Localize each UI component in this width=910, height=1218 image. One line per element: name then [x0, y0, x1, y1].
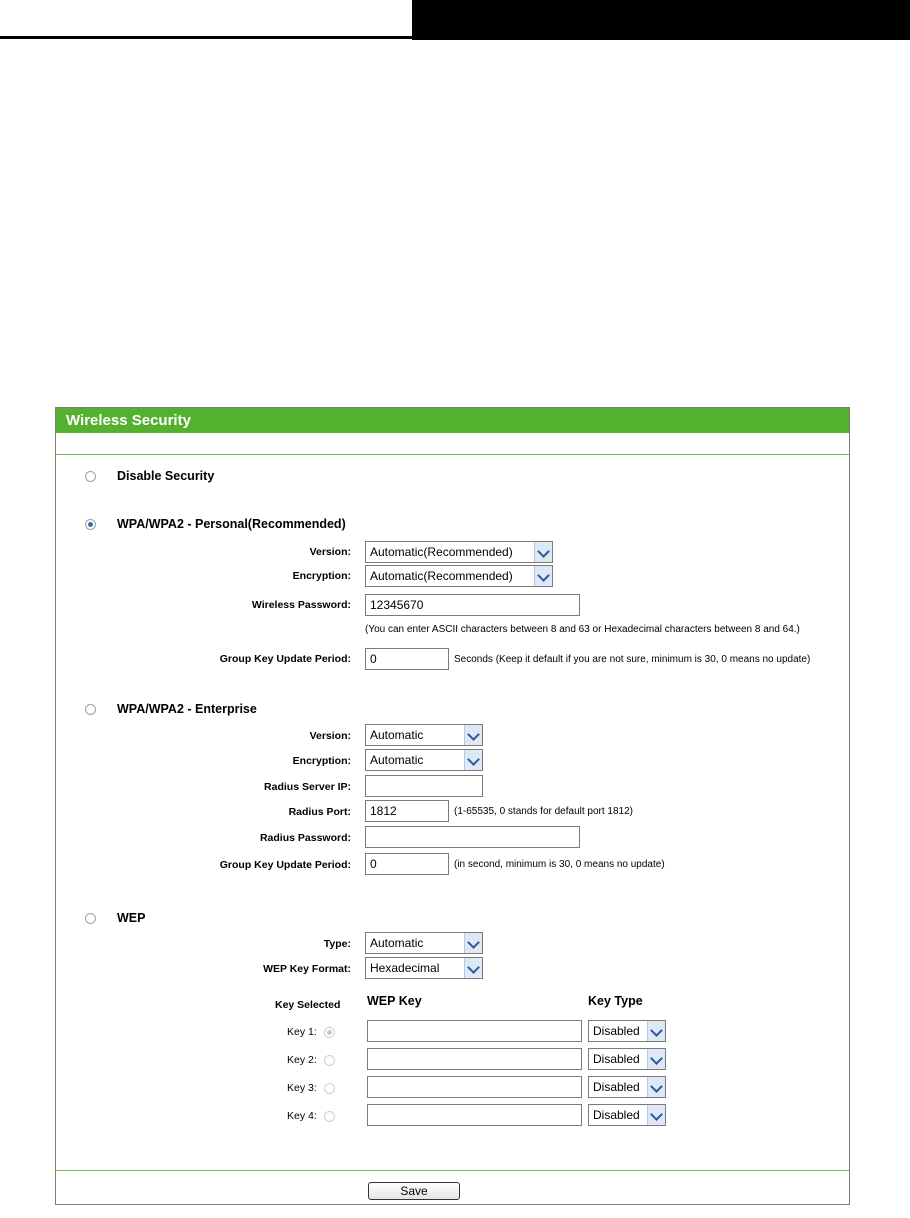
col-key-selected: Key Selected [275, 999, 341, 1011]
key3-input[interactable] [367, 1076, 582, 1098]
wpa-enterprise-gkup-input[interactable]: 0 [365, 853, 449, 875]
wpa-enterprise-encryption-label: Encryption: [292, 755, 351, 767]
wep-key-format-label: WEP Key Format: [263, 963, 351, 975]
key1-label: Key 1: [287, 1026, 317, 1038]
wpa-personal-label: WPA/WPA2 - Personal(Recommended) [117, 517, 346, 531]
key3-type-value: Disabled [593, 1080, 640, 1094]
key1-input[interactable] [367, 1020, 582, 1042]
save-button[interactable]: Save [368, 1182, 460, 1200]
wpa-enterprise-radio[interactable] [85, 704, 96, 715]
wireless-password-input[interactable]: 12345670 [365, 594, 580, 616]
wpa-enterprise-version-select[interactable] [365, 724, 483, 746]
top-divider [56, 454, 849, 455]
wpa-personal-version-select[interactable] [365, 541, 553, 563]
key4-label: Key 4: [287, 1110, 317, 1122]
key2-input[interactable] [367, 1048, 582, 1070]
key2-label: Key 2: [287, 1054, 317, 1066]
radius-port-input[interactable]: 1812 [365, 800, 449, 822]
key4-type-select[interactable] [588, 1104, 666, 1126]
chevron-down-icon [647, 1021, 665, 1041]
key2-type-value: Disabled [593, 1052, 640, 1066]
wpa-personal-version-label: Version: [309, 546, 351, 558]
wpa-personal-radio[interactable] [85, 519, 96, 530]
wireless-password-label: Wireless Password: [251, 599, 351, 611]
wep-radio[interactable] [85, 913, 96, 924]
wpa-enterprise-label: WPA/WPA2 - Enterprise [117, 702, 257, 716]
wpa-personal-encryption-value: Automatic(Recommended) [370, 569, 513, 583]
wep-key-format-value: Hexadecimal [370, 961, 440, 975]
bottom-divider [56, 1170, 849, 1171]
chevron-down-icon [464, 750, 482, 770]
wpa-personal-gkup-note: Seconds (Keep it default if you are not sure, minimum is 30, 0 means no update) [454, 654, 811, 665]
wpa-personal-encryption-select[interactable] [365, 565, 553, 587]
key2-radio[interactable] [324, 1055, 335, 1066]
key4-radio[interactable] [324, 1111, 335, 1122]
document-header-rule [0, 36, 412, 39]
key2-type-select[interactable] [588, 1048, 666, 1070]
wep-label: WEP [117, 911, 146, 925]
wpa-personal-gkup-input[interactable]: 0 [365, 648, 449, 670]
wpa-enterprise-encryption-value: Automatic [370, 753, 424, 767]
key1-type-select[interactable] [588, 1020, 666, 1042]
wpa-personal-version-value: Automatic(Recommended) [370, 545, 513, 559]
wpa-enterprise-gkup-label: Group Key Update Period: [219, 859, 351, 871]
wep-type-label: Type: [323, 938, 351, 950]
radius-port-note: (1-65535, 0 stands for default port 1812) [454, 806, 634, 817]
chevron-down-icon [647, 1049, 665, 1069]
col-wep-key: WEP Key [367, 994, 422, 1008]
wireless-password-note: (You can enter ASCII characters between 8 and 63 or Hexadecimal characters between 8 and 64.) [365, 624, 800, 635]
chevron-down-icon [534, 542, 552, 562]
chevron-down-icon [464, 933, 482, 953]
radius-password-label: Radius Password: [259, 832, 351, 844]
wep-type-value: Automatic [370, 936, 424, 950]
document-header-band [412, 0, 910, 40]
key1-type-value: Disabled [593, 1024, 640, 1038]
wpa-personal-encryption-label: Encryption: [292, 570, 351, 582]
disable-security-radio[interactable] [85, 471, 96, 482]
disable-security-label: Disable Security [117, 469, 215, 483]
wep-type-select[interactable] [365, 932, 483, 954]
radius-server-ip-label: Radius Server IP: [264, 781, 351, 793]
panel-title: Wireless Security [56, 408, 849, 433]
key4-input[interactable] [367, 1104, 582, 1126]
wireless-security-panel [55, 407, 850, 1205]
key3-radio[interactable] [324, 1083, 335, 1094]
col-key-type: Key Type [588, 994, 643, 1008]
radius-server-ip-input[interactable] [365, 775, 483, 797]
wpa-personal-gkup-label: Group Key Update Period: [219, 653, 351, 665]
key3-label: Key 3: [287, 1082, 317, 1094]
wpa-enterprise-version-label: Version: [309, 730, 351, 742]
chevron-down-icon [464, 725, 482, 745]
chevron-down-icon [647, 1077, 665, 1097]
radius-port-label: Radius Port: [288, 806, 351, 818]
key1-radio[interactable] [324, 1027, 335, 1038]
chevron-down-icon [464, 958, 482, 978]
wpa-enterprise-encryption-select[interactable] [365, 749, 483, 771]
wpa-enterprise-gkup-note: (in second, minimum is 30, 0 means no update) [454, 859, 665, 870]
wep-key-format-select[interactable] [365, 957, 483, 979]
key4-type-value: Disabled [593, 1108, 640, 1122]
chevron-down-icon [647, 1105, 665, 1125]
chevron-down-icon [534, 566, 552, 586]
radius-password-input[interactable] [365, 826, 580, 848]
key3-type-select[interactable] [588, 1076, 666, 1098]
wpa-enterprise-version-value: Automatic [370, 728, 424, 742]
